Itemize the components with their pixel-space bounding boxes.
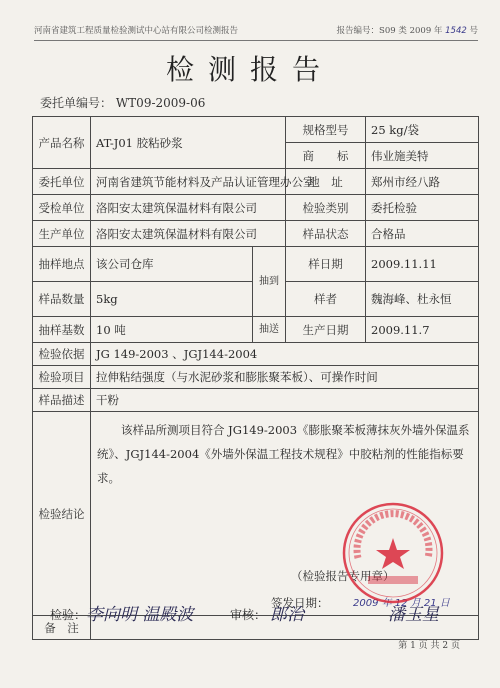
table-row: [33, 317, 479, 343]
issue-date-value: 2009 年 12 月 21 日: [353, 598, 450, 609]
report-number: [337, 24, 478, 36]
test-type-value: 委托检验: [366, 195, 479, 221]
table-row: [33, 221, 479, 247]
sample-desc-value: 干粉: [91, 389, 479, 412]
signature-row: [50, 600, 480, 630]
table-row: [33, 247, 479, 282]
sampling-group-label-2: 抽送: [253, 317, 286, 343]
approver-signature: 潘玉星: [388, 605, 439, 625]
table-row: [33, 195, 479, 221]
sample-date-label: 样日期: [286, 247, 366, 282]
remarks-label: 备 注: [33, 616, 91, 640]
sample-desc-label: 样品描述: [33, 389, 91, 412]
report-number-suffix: 号: [469, 26, 478, 36]
table-row: [33, 366, 479, 389]
manufacturer-value: 洛阳安太建筑保温材料有限公司: [91, 221, 286, 247]
test-items-label: 检验项目: [33, 366, 91, 389]
report-number-value: 1542: [445, 26, 467, 36]
production-date-label: 生产日期: [286, 317, 366, 343]
client-value: 河南省建筑节能材料及产品认证管理办公室: [91, 169, 286, 195]
sample-qty-value: 5kg: [91, 282, 253, 317]
seal-note: （检验报告专用章）: [291, 569, 395, 583]
table-row: [33, 343, 479, 366]
entrust-label: 委托单编号：: [40, 96, 113, 110]
inspected-unit-value: 洛阳安太建筑保温材料有限公司: [91, 195, 286, 221]
entrust-number: [40, 94, 205, 111]
product-name-label: 产品名称: [33, 117, 91, 169]
address-label: 地 址: [286, 169, 366, 195]
sampling-place-label: 抽样地点: [33, 247, 91, 282]
production-date-value: 2009.11.7: [366, 317, 479, 343]
conclusion-label: 检验结论: [33, 412, 91, 616]
official-seal-icon: [340, 500, 446, 606]
test-type-label: 检验类别: [286, 195, 366, 221]
test-basis-label: 检验依据: [33, 343, 91, 366]
header-rule: [34, 40, 478, 41]
table-row: [33, 117, 479, 143]
sample-status-label: 样品状态: [286, 221, 366, 247]
reviewer-signature: 郎治: [270, 605, 304, 625]
client-label: 委托单位: [33, 169, 91, 195]
test-items-value: 拉伸粘结强度（与水泥砂浆和膨胀聚苯板）、可操作时间: [91, 366, 479, 389]
table-row: [33, 169, 479, 195]
sampling-place-value: 该公司仓库: [91, 247, 253, 282]
reviewer-label: 审核：: [230, 608, 267, 622]
report-header: [34, 24, 478, 38]
entrust-value: WT09-2009-06: [115, 96, 206, 110]
issue-date-label: 签发日期：: [271, 596, 329, 610]
spec-value: 25 kg/袋: [366, 117, 479, 143]
page-title: 检测报告: [165, 53, 334, 86]
sampling-group-label: [253, 247, 286, 317]
product-name-value: AT-J01 胶粘砂浆: [91, 117, 286, 169]
sample-date-value: 2009.11.11: [366, 247, 479, 282]
tester-signature: 李向明 温殿波: [86, 605, 194, 625]
conclusion-text: 该样品所测项目符合 JG149-2003《膨胀聚苯板薄抹灰外墙外保温系统》、JGJ144-2004《外墙外保温工程技术规程》中胶粘剂的性能指标要求。: [97, 423, 470, 485]
sampler-label: 样者: [286, 282, 366, 317]
sample-status-value: 合格品: [366, 221, 479, 247]
sample-qty-label: 样品数量: [33, 282, 91, 317]
page-number: 第 1 页 共 2 页: [398, 641, 460, 651]
tester-label: 检验：: [50, 608, 87, 622]
brand-value: 伟业施美特: [366, 143, 479, 169]
inspected-unit-label: 受检单位: [33, 195, 91, 221]
sampling-base-value: 10 吨: [91, 317, 253, 343]
sampling-group-text: 抽到: [259, 276, 279, 287]
sampling-base-label: 抽样基数: [33, 317, 91, 343]
brand-label: 商 标: [286, 143, 366, 169]
spec-label: 规格型号: [286, 117, 366, 143]
manufacturer-label: 生产单位: [33, 221, 91, 247]
table-row: [33, 389, 479, 412]
org-line: 河南省建筑工程质量检验测试中心站有限公司检测报告: [34, 26, 239, 36]
report-number-label: 报告编号：S09 类 2009 年: [336, 26, 443, 36]
address-value: 郑州市经八路: [366, 169, 479, 195]
sampler-value: 魏海峰、杜永恒: [366, 282, 479, 317]
test-basis-value: JG 149-2003 、JGJ144-2004: [91, 343, 479, 366]
